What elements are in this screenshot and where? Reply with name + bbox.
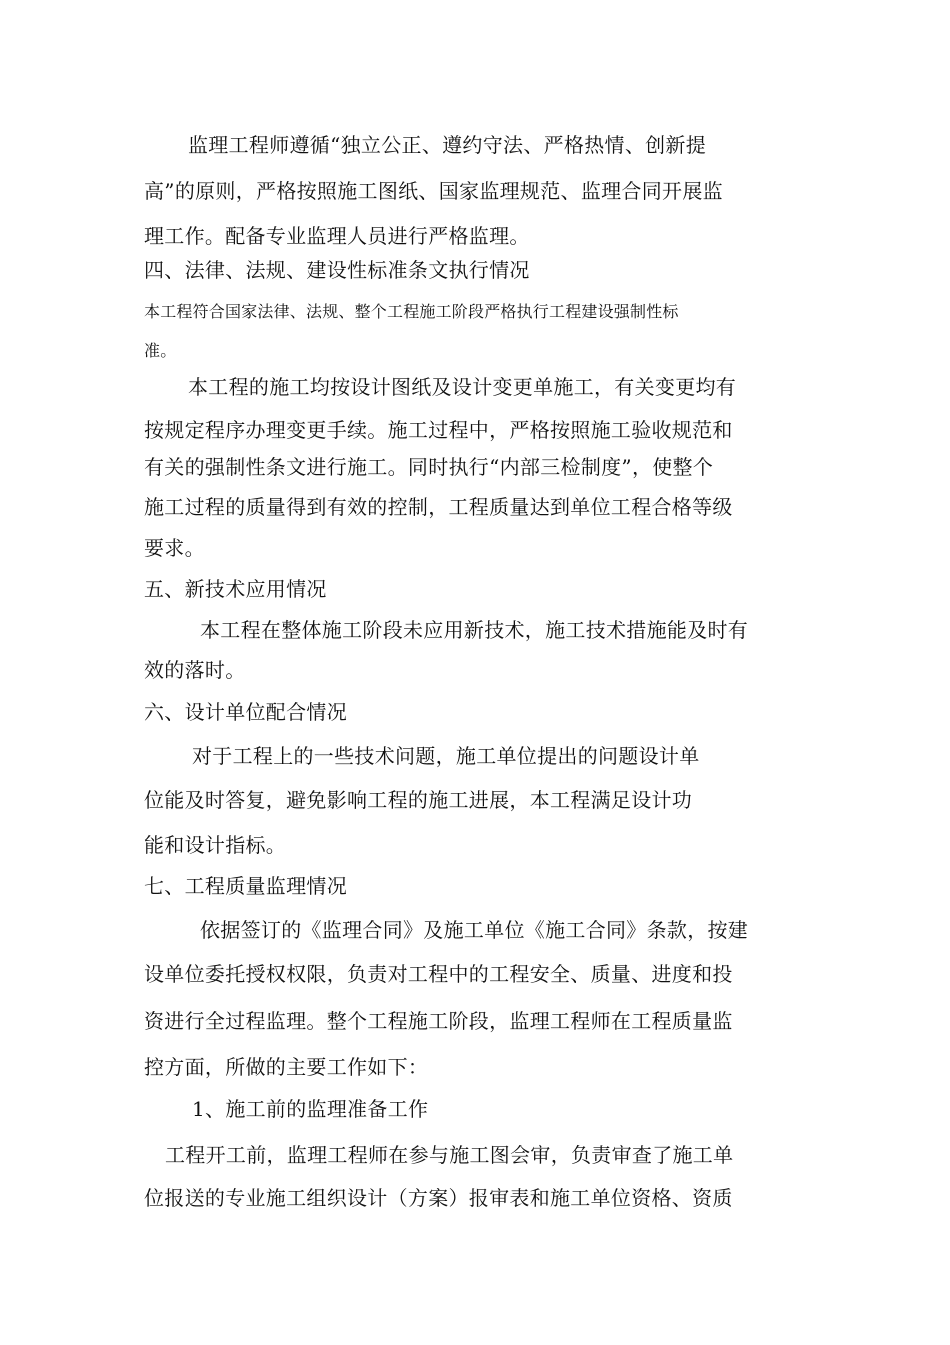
section-heading-4: 四、法律、法规、建设性标准条文执行情况: [144, 258, 530, 282]
paragraph-line: 位能及时答复，避免影响工程的施工进展，本工程满足设计功: [144, 788, 693, 812]
paragraph-line: 准。: [144, 341, 177, 360]
paragraph-line: 理工作。配备专业监理人员进行严格监理。: [144, 224, 530, 248]
paragraph-line: 按规定程序办理变更手续。施工过程中，严格按照施工验收规范和: [144, 418, 733, 442]
paragraph-line: 本工程在整体施工阶段未应用新技术，施工技术措施能及时有: [200, 618, 749, 642]
paragraph-line: 设单位委托授权权限，负责对工程中的工程安全、质量、进度和投: [144, 962, 733, 986]
section-heading-7: 七、工程质量监理情况: [144, 874, 347, 898]
paragraph-line: 对于工程上的一些技术问题，施工单位提出的问题设计单: [192, 744, 700, 768]
paragraph-line: 高”的原则，严格按照施工图纸、国家监理规范、监理合同开展监: [144, 179, 723, 203]
paragraph-line: 监理工程师遵循“独立公正、遵约守法、严格热情、创新提: [188, 133, 707, 157]
paragraph-line: 资进行全过程监理。整个工程施工阶段，监理工程师在工程质量监: [144, 1009, 733, 1033]
section-heading-6: 六、设计单位配合情况: [144, 700, 347, 724]
subsection-heading: 1、施工前的监理准备工作: [192, 1097, 429, 1121]
paragraph-line: 效的落时。: [144, 658, 246, 682]
paragraph-line: 能和设计指标。: [144, 833, 287, 857]
paragraph-line: 依据签订的《监理合同》及施工单位《施工合同》条款，按建: [200, 918, 749, 942]
section-heading-5: 五、新技术应用情况: [144, 577, 327, 601]
paragraph-line: 本工程符合国家法律、法规、整个工程施工阶段严格执行工程建设强制性标: [144, 302, 679, 321]
paragraph-line: 本工程的施工均按设计图纸及设计变更单施工，有关变更均有: [188, 375, 737, 399]
paragraph-line: 要求。: [144, 536, 205, 560]
paragraph-line: 位报送的专业施工组织设计（方案）报审表和施工单位资格、资质: [144, 1186, 733, 1210]
paragraph-line: 有关的强制性条文进行施工。同时执行“内部三检制度”，使整个: [144, 455, 714, 479]
paragraph-line: 工程开工前，监理工程师在参与施工图会审，负责审查了施工单: [165, 1143, 734, 1167]
paragraph-line: 施工过程的质量得到有效的控制，工程质量达到单位工程合格等级: [144, 495, 733, 519]
paragraph-line: 控方面，所做的主要工作如下：: [144, 1055, 429, 1079]
